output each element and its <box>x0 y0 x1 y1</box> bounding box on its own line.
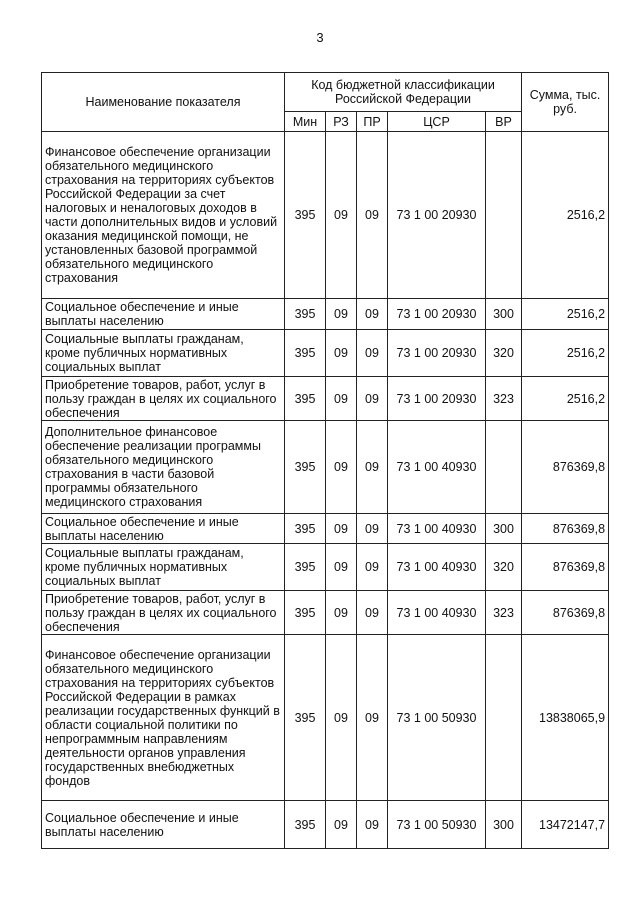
table-row <box>42 377 609 421</box>
row-min: 395 <box>285 635 326 801</box>
row-pr: 09 <box>357 591 388 635</box>
row-name: Социальное обеспечение и иные выплаты населению <box>42 299 285 330</box>
header-csr: ЦСР <box>388 112 486 132</box>
header-vr: ВР <box>486 112 522 132</box>
row-rz: 09 <box>326 330 357 377</box>
row-min: 395 <box>285 591 326 635</box>
table-row <box>42 635 609 801</box>
row-rz: 09 <box>326 514 357 544</box>
header-code-group: Код бюджетной классификации Российской Федерации <box>285 73 522 112</box>
row-csr: 73 1 00 20930 <box>388 377 486 421</box>
row-name: Социальное обеспечение и иные выплаты населению <box>42 514 285 544</box>
row-sum: 876369,8 <box>522 421 609 514</box>
row-csr: 73 1 00 40930 <box>388 591 486 635</box>
row-min: 395 <box>285 377 326 421</box>
row-rz: 09 <box>326 544 357 591</box>
row-min: 395 <box>285 801 326 849</box>
row-sum: 13472147,7 <box>522 801 609 849</box>
row-min: 395 <box>285 330 326 377</box>
row-rz: 09 <box>326 299 357 330</box>
budget-table <box>41 72 609 849</box>
row-vr <box>486 635 522 801</box>
table-row <box>42 421 609 514</box>
row-sum: 876369,8 <box>522 591 609 635</box>
table-row <box>42 591 609 635</box>
row-sum: 2516,2 <box>522 377 609 421</box>
row-sum: 2516,2 <box>522 330 609 377</box>
row-pr: 09 <box>357 544 388 591</box>
row-vr: 320 <box>486 330 522 377</box>
page-number: 3 <box>316 30 324 45</box>
row-vr: 323 <box>486 591 522 635</box>
row-name: Приобретение товаров, работ, услуг в пользу граждан в целях их социального обеспечения <box>42 591 285 635</box>
row-rz: 09 <box>326 801 357 849</box>
header-min: Мин <box>285 112 326 132</box>
row-rz: 09 <box>326 635 357 801</box>
row-pr: 09 <box>357 421 388 514</box>
row-min: 395 <box>285 544 326 591</box>
row-rz: 09 <box>326 132 357 299</box>
row-vr <box>486 132 522 299</box>
row-vr <box>486 421 522 514</box>
header-sum: Сумма, тыс. руб. <box>522 73 609 132</box>
row-pr: 09 <box>357 377 388 421</box>
table-row <box>42 132 609 299</box>
table-row <box>42 330 609 377</box>
row-csr: 73 1 00 20930 <box>388 299 486 330</box>
row-csr: 73 1 00 40930 <box>388 544 486 591</box>
row-min: 395 <box>285 421 326 514</box>
row-sum: 876369,8 <box>522 544 609 591</box>
row-sum: 2516,2 <box>522 299 609 330</box>
row-min: 395 <box>285 514 326 544</box>
row-name: Дополнительное финансовое обеспечение реализации программы обязательного медицинского страхования в части базовой программы обязательного медицинского страхования <box>42 421 285 514</box>
row-name: Социальное обеспечение и иные выплаты населению <box>42 801 285 849</box>
row-name: Социальные выплаты гражданам, кроме публичных нормативных социальных выплат <box>42 330 285 377</box>
row-name: Финансовое обеспечение организации обязательного медицинского страхования на территориях субъектов Российской Федерации за счет налоговых и неналоговых доходов в части дополнительных видов и условий оказания медицинской помощи, не установленных базовой программой обязательного медицинского страхования <box>42 132 285 299</box>
row-csr: 73 1 00 50930 <box>388 801 486 849</box>
row-sum: 2516,2 <box>522 132 609 299</box>
row-pr: 09 <box>357 299 388 330</box>
table-row <box>42 801 609 849</box>
table-row <box>42 514 609 544</box>
row-pr: 09 <box>357 801 388 849</box>
row-rz: 09 <box>326 421 357 514</box>
row-pr: 09 <box>357 635 388 801</box>
row-vr: 323 <box>486 377 522 421</box>
row-vr: 300 <box>486 801 522 849</box>
row-rz: 09 <box>326 591 357 635</box>
row-pr: 09 <box>357 132 388 299</box>
header-rz: РЗ <box>326 112 357 132</box>
row-sum: 13838065,9 <box>522 635 609 801</box>
table-row <box>42 299 609 330</box>
row-rz: 09 <box>326 377 357 421</box>
row-pr: 09 <box>357 330 388 377</box>
row-name: Приобретение товаров, работ, услуг в пользу граждан в целях их социального обеспечения <box>42 377 285 421</box>
header-pr: ПР <box>357 112 388 132</box>
row-vr: 300 <box>486 514 522 544</box>
row-csr: 73 1 00 50930 <box>388 635 486 801</box>
row-vr: 300 <box>486 299 522 330</box>
row-min: 395 <box>285 299 326 330</box>
row-csr: 73 1 00 40930 <box>388 421 486 514</box>
row-csr: 73 1 00 20930 <box>388 132 486 299</box>
row-name: Финансовое обеспечение организации обязательного медицинского страхования на территориях субъектов Российской Федерации в рамках реализации государственных функций в области социальной политики по непрограммным направлениям деятельности органов управления государственных внебюджетных фондов <box>42 635 285 801</box>
table-row <box>42 544 609 591</box>
header-name: Наименование показателя <box>42 73 285 132</box>
row-csr: 73 1 00 40930 <box>388 514 486 544</box>
row-name: Социальные выплаты гражданам, кроме публичных нормативных социальных выплат <box>42 544 285 591</box>
row-sum: 876369,8 <box>522 514 609 544</box>
row-vr: 320 <box>486 544 522 591</box>
row-min: 395 <box>285 132 326 299</box>
row-csr: 73 1 00 20930 <box>388 330 486 377</box>
row-pr: 09 <box>357 514 388 544</box>
